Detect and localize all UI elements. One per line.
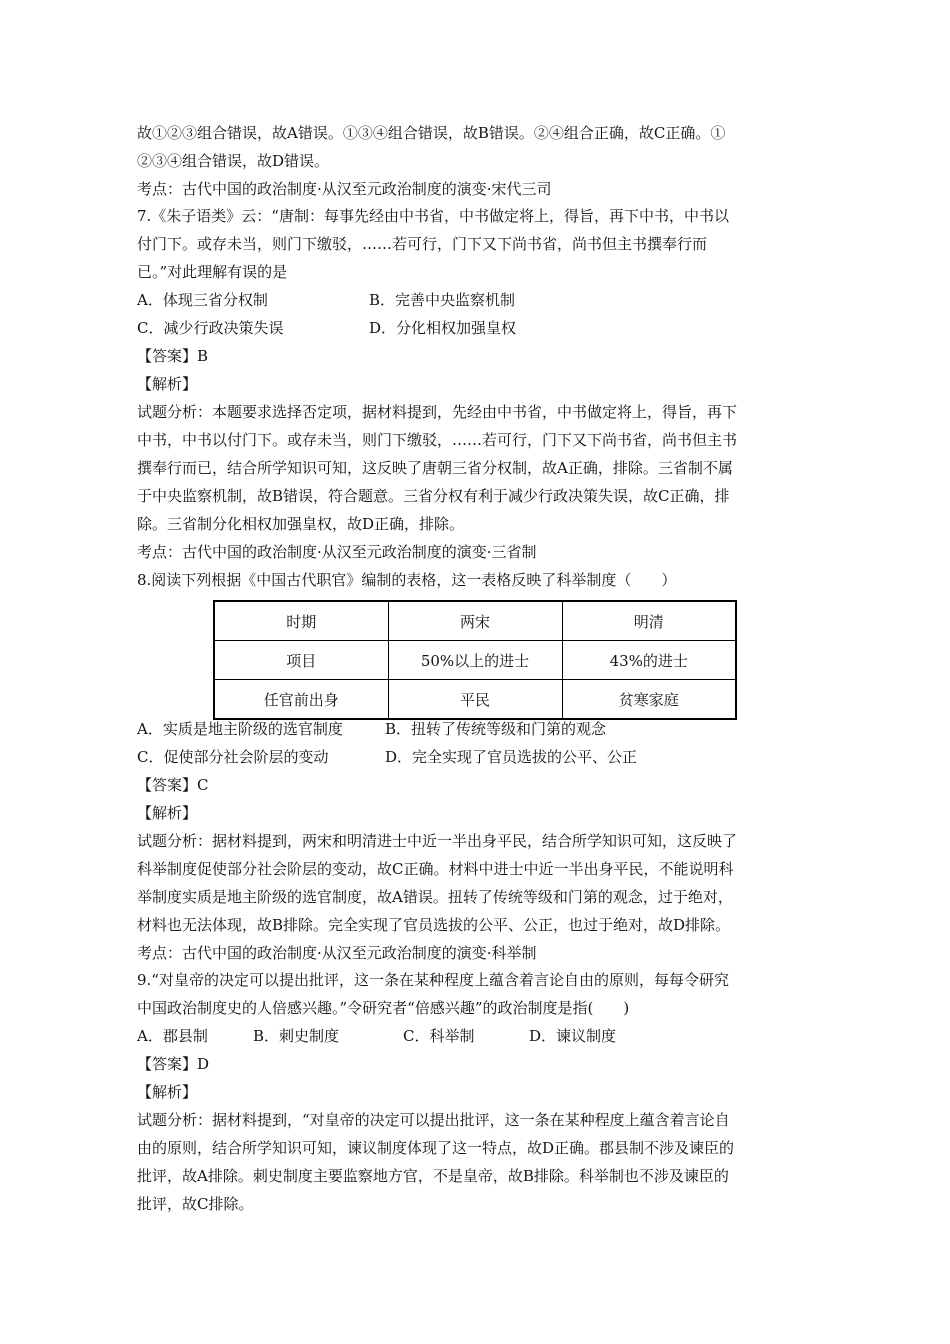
analysis-line: 试题分析：本题要求选择否定项，据材料提到，先经由中书省，中书做定将上，得旨，再下: [137, 403, 738, 421]
table-cell: 贫寒家庭: [562, 680, 736, 720]
analysis-label: 【解析】: [137, 1083, 198, 1101]
analysis-line: 科举制度促使部分社会阶层的变动，故C正确。材料中进士中近一半出身平民，不能说明科: [137, 860, 734, 878]
question-9-stem: 9.“对皇帝的决定可以提出批评，这一条在某种程度上蕴含着言论自由的原则，每每令研究: [137, 971, 729, 989]
analysis-line: 除。三省制分化相权加强皇权，故D正确，排除。: [137, 515, 465, 533]
table-cell: 任官前出身: [214, 680, 388, 720]
table-row: [214, 680, 736, 720]
table-cell: 明清: [562, 601, 736, 641]
analysis-line: 于中央监察机制，故B错误，符合题意。三省分权有利于减少行政决策失误，故C正确，排: [137, 487, 730, 505]
answer: 【答案】B: [137, 347, 209, 365]
option-c: C．减少行政决策失误: [137, 319, 284, 337]
question-7-stem: 已。”对此理解有误的是: [137, 263, 288, 281]
analysis-line: 批评，故A排除。刺史制度主要监察地方官，不是皇帝，故B排除。科举制也不涉及谏臣的: [137, 1167, 729, 1185]
question-7-stem: 付门下。或存未当，则门下缴驳，……若可行，门下又下尚书省，尚书但主书撰奉行而: [137, 235, 708, 253]
option-b: B．扭转了传统等级和门第的观念: [385, 720, 607, 738]
question-8-stem: 8.阅读下列根据《中国古代职官》编制的表格，这一表格反映了科举制度（ ）: [137, 571, 677, 589]
table-cell: 43%的进士: [562, 641, 736, 680]
option-c: C．促使部分社会阶层的变动: [137, 748, 329, 766]
exam-point: 考点：古代中国的政治制度·从汉至元政治制度的演变·宋代三司: [137, 180, 552, 198]
text-line: ②③④组合错误，故D错误。: [137, 152, 330, 170]
question-7-stem: 7.《朱子语类》云：“唐制：每事先经由中书省，中书做定将上，得旨，再下中书，中书以: [137, 207, 729, 225]
analysis-line: 试题分析：据材料提到，“对皇帝的决定可以提出批评，这一条在某种程度上蕴含着言论自: [137, 1111, 730, 1129]
analysis-label: 【解析】: [137, 375, 198, 393]
answer: 【答案】D: [137, 1055, 210, 1073]
option-d: D．完全实现了官员选拔的公平、公正: [385, 748, 638, 766]
analysis-line: 试题分析：据材料提到，两宋和明清进士中近一半出身平民，结合所学知识可知，这反映了: [137, 832, 738, 850]
table-cell: 项目: [214, 641, 388, 680]
option-a: A．体现三省分权制: [137, 291, 268, 309]
analysis-line: 材料也无法体现，故B排除。完全实现了官员选拔的公平、公正，也过于绝对，故D排除。: [137, 916, 731, 934]
analysis-line: 批评，故C排除。: [137, 1195, 254, 1213]
table-cell: 两宋: [388, 601, 562, 641]
table-cell: 平民: [388, 680, 562, 720]
answer: 【答案】C: [137, 776, 209, 794]
analysis-line: 撰奉行而已，结合所学知识可知，这反映了唐朝三省分权制，故A正确，排除。三省制不属: [137, 459, 733, 477]
exam-point: 考点：古代中国的政治制度·从汉至元政治制度的演变·三省制: [137, 543, 537, 561]
data-table: [213, 600, 737, 720]
table-row: [214, 641, 736, 680]
table-cell: 时期: [214, 601, 388, 641]
exam-point: 考点：古代中国的政治制度·从汉至元政治制度的演变·科举制: [137, 944, 537, 962]
option-a: A．实质是地主阶级的选官制度: [137, 720, 343, 738]
table-row: [214, 601, 736, 641]
option-b: B．刺史制度: [253, 1027, 340, 1045]
analysis-line: 举制度实质是地主阶级的选官制度，故A错误。扭转了传统等级和门第的观念，过于绝对，: [137, 888, 733, 906]
text-line: 故①②③组合错误，故A错误。①③④组合错误，故B错误。②④组合正确，故C正确。①: [137, 124, 726, 142]
option-b: B．完善中央监察机制: [369, 291, 516, 309]
option-c: C．科举制: [403, 1027, 475, 1045]
analysis-line: 中书，中书以付门下。或存未当，则门下缴驳，……若可行，门下又下尚书省，尚书但主书: [137, 431, 738, 449]
option-a: A．郡县制: [137, 1027, 208, 1045]
question-9-stem: 中国政治制度史的人倍感兴趣。”令研究者“倍感兴趣”的政治制度是指( ): [137, 999, 630, 1017]
analysis-line: 由的原则，结合所学知识可知，谏议制度体现了这一特点，故D正确。郡县制不涉及谏臣的: [137, 1139, 735, 1157]
table-cell: 50%以上的进士: [388, 641, 562, 680]
analysis-label: 【解析】: [137, 804, 198, 822]
option-d: D．分化相权加强皇权: [369, 319, 517, 337]
option-d: D．谏议制度: [529, 1027, 617, 1045]
